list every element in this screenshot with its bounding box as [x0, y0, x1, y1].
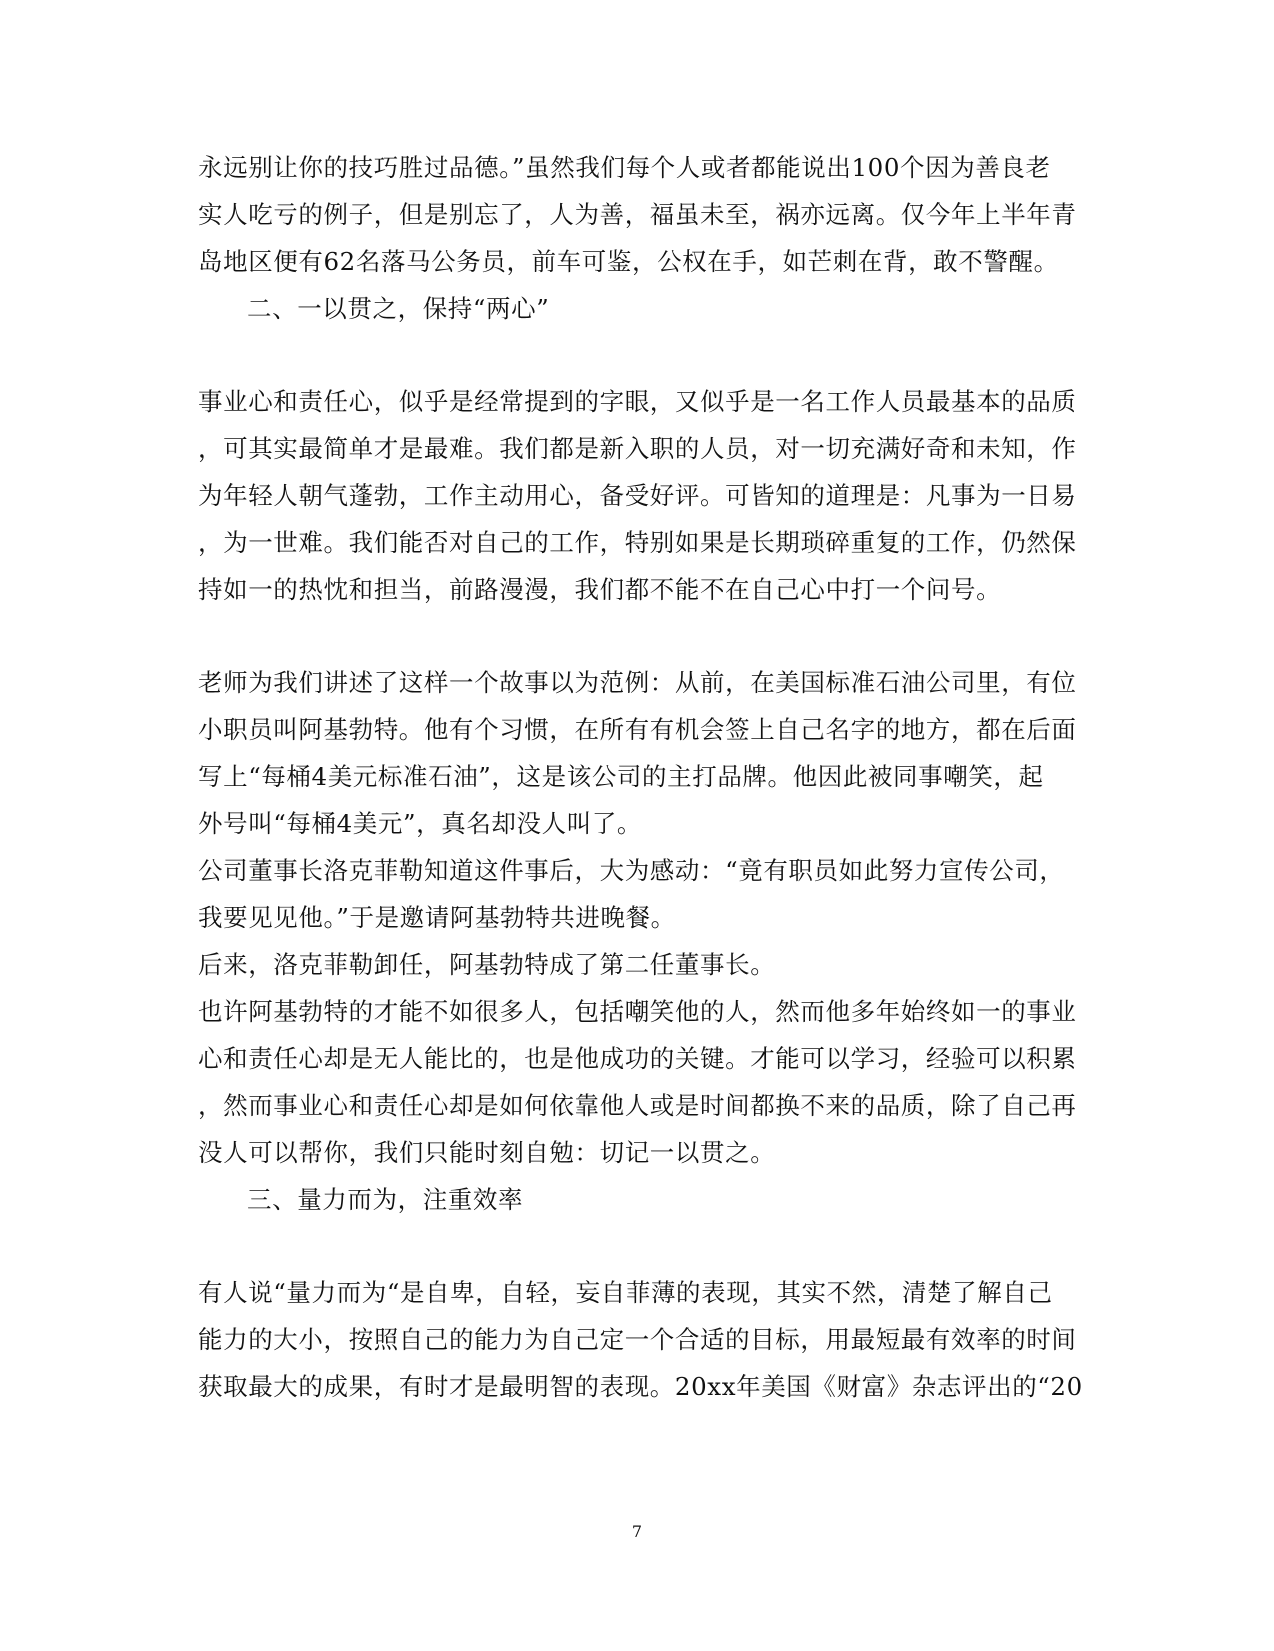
- text-line: 公司董事长洛克菲勒知道这件事后，大为感动：“竟有职员如此努力宣传公司，: [198, 856, 1065, 885]
- text-line: 没人可以帮你，我们只能时刻自勉：切记一以贯之。: [198, 1138, 776, 1167]
- text-line: 我要见见他。”于是邀请阿基勃特共进晚餐。: [198, 903, 676, 932]
- section-heading: 二、一以贯之，保持“两心”: [247, 294, 550, 323]
- page-number: 7: [631, 1522, 643, 1541]
- text-line: 老师为我们讲述了这样一个故事以为范例：从前，在美国标准石油公司里，有位: [198, 668, 1077, 697]
- text-line: ，可其实最简单才是最难。我们都是新入职的人员，对一切充满好奇和未知，作: [198, 434, 1077, 463]
- text-line: 永远别让你的技巧胜过品德。”虽然我们每个人或者都能说出100个因为善良老: [198, 153, 1051, 182]
- text-line: 获取最大的成果，有时才是最明智的表现。20xx年美国《财富》杂志评出的“20: [198, 1372, 1083, 1401]
- text-line: 持如一的热忱和担当，前路漫漫，我们都不能不在自己心中打一个问号。: [198, 575, 1002, 604]
- text-line: 为年轻人朝气蓬勃，工作主动用心，备受好评。可皆知的道理是：凡事为一日易: [198, 481, 1077, 510]
- text-line: 也许阿基勃特的才能不如很多人，包括嘲笑他的人，然而他多年始终如一的事业: [198, 997, 1077, 1026]
- text-line: 有人说“量力而为“是自卑，自轻，妄自菲薄的表现，其实不然，清楚了解自己: [198, 1278, 1053, 1307]
- text-line: 能力的大小，按照自己的能力为自己定一个合适的目标，用最短最有效率的时间: [198, 1325, 1077, 1354]
- text-line: 心和责任心却是无人能比的，也是他成功的关键。才能可以学习，经验可以积累: [198, 1044, 1077, 1073]
- text-line: 岛地区便有62名落马公务员，前车可鉴，公权在手，如芒刺在背，敢不警醒。: [198, 247, 1059, 276]
- section-heading: 三、量力而为，注重效率: [247, 1185, 524, 1214]
- text-line: 实人吃亏的例子，但是别忘了，人为善，福虽未至，祸亦远离。仅今年上半年青: [198, 200, 1077, 229]
- text-line: 后来，洛克菲勒卸任，阿基勃特成了第二任董事长。: [198, 950, 776, 979]
- text-line: ，然而事业心和责任心却是如何依靠他人或是时间都换不来的品质，除了自己再: [198, 1091, 1077, 1120]
- text-line: ，为一世难。我们能否对自己的工作，特别如果是长期琐碎重复的工作，仍然保: [198, 528, 1077, 557]
- text-line: 小职员叫阿基勃特。他有个习惯，在所有有机会签上自己名字的地方，都在后面: [198, 715, 1077, 744]
- text-line: 写上“每桶4美元标准石油”，这是该公司的主打品牌。他因此被同事嘲笑，起: [198, 762, 1044, 791]
- text-line: 外号叫“每桶4美元”，真名却没人叫了。: [198, 809, 643, 838]
- text-line: 事业心和责任心，似乎是经常提到的字眼，又似乎是一名工作人员最基本的品质: [198, 387, 1077, 416]
